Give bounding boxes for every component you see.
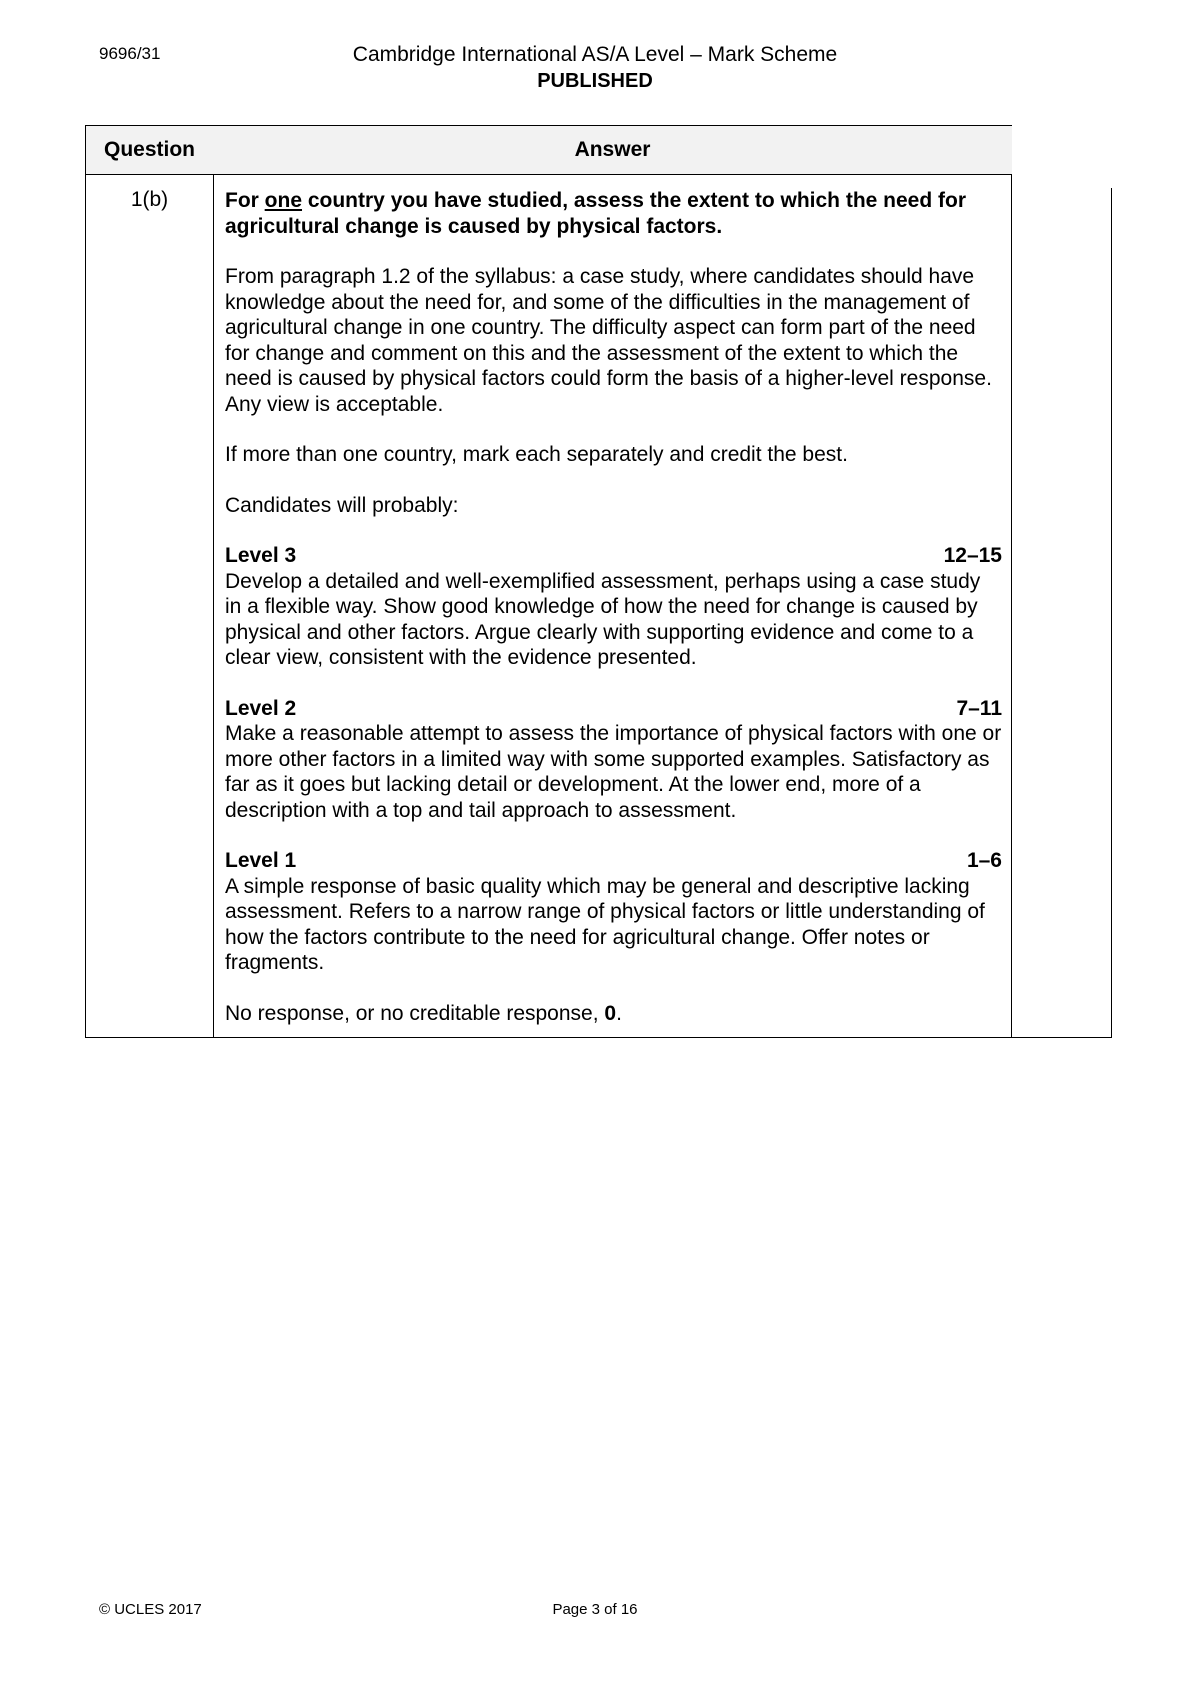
question-column-header: Question	[85, 125, 214, 175]
published-label: PUBLISHED	[537, 70, 653, 92]
emphasis-one: one	[264, 189, 303, 212]
zero-mark: 0	[604, 1001, 617, 1025]
level-marks: 7–11	[956, 696, 1002, 720]
level-block	[225, 848, 1002, 976]
level-name: Level 1	[225, 849, 297, 872]
level-name: Level 2	[225, 696, 297, 720]
level-description: Develop a detailed and well-exemplified assessment, perhaps using a case study in a flexible way. Show good knowledge of how the need for change is caused by physical and other factors. Argue clearly with supporting evidence and come to a clear view, consistent with the evidence presented.	[225, 569, 981, 669]
level-description: Make a reasonable attempt to assess the importance of physical factors with one or more other factors in a limited way with some supported examples. Satisfactory as far as it goes but lacking detail or development. At the lower end, more of a description with a top and tail approach to assessment.	[225, 722, 1002, 822]
column-divider-answer	[1011, 174, 1012, 1038]
syllabus-paragraph: From paragraph 1.2 of the syllabus: a case study, where candidates should have knowledge about the need for, and some of the difficulties in the management of agricultural change in one country. The difficulty aspect can form part of the need for change and comment on this and the assessment of the extent to which the need is caused by physical factors could form the basis of a higher-level response. Any view is acceptable.	[225, 265, 992, 416]
answer-column-header: Answer	[213, 125, 1012, 175]
copyright: © UCLES 2017	[99, 1601, 202, 1618]
level-marks: 12–15	[943, 544, 1002, 567]
level-description: A simple response of basic quality which may be general and descriptive lacking assessment. Refers to a narrow range of physical factors or little understanding of how the factors contribute to the need for agricultural change. Offer notes or fragments.	[225, 874, 985, 974]
page-header	[0, 42, 1190, 94]
level-block	[225, 696, 1002, 824]
answer-cell	[225, 188, 1002, 1051]
document-title: Cambridge International AS/A Level – Mark Scheme	[352, 43, 838, 66]
level-marks: 1–6	[966, 849, 1002, 872]
column-divider-marks	[1111, 188, 1112, 1038]
level-name: Level 3	[225, 544, 297, 567]
column-divider-question	[213, 174, 214, 1038]
candidates-intro: Candidates will probably:	[225, 493, 459, 517]
question-prompt: For one country you have studied, assess the extent to which the need for agricultural change is caused by physical factors.	[225, 189, 966, 238]
multiple-country-note: If more than one country, mark each separately and credit the best.	[225, 443, 848, 466]
paper-code: 9696/31	[99, 44, 161, 63]
level-block	[225, 543, 1002, 671]
page-number: Page 3 of 16	[552, 1601, 638, 1618]
no-response-line: No response, or no creditable response, 0.	[225, 1001, 622, 1025]
question-number: 1(b)	[130, 188, 169, 211]
